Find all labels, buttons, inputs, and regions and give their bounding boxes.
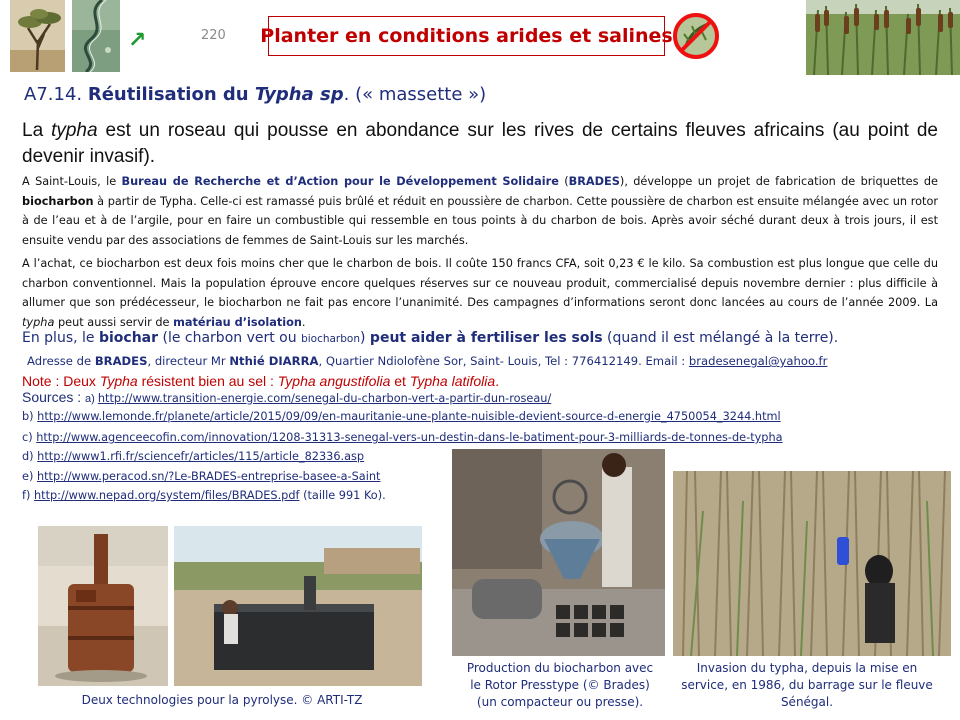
source-prefix: b) <box>22 410 38 423</box>
rotor-press-photo <box>452 449 665 656</box>
source-item-d <box>22 450 364 463</box>
river-map-thumbnail-icon[interactable] <box>72 0 120 72</box>
address-director: Nthié DIARRA <box>229 354 319 368</box>
caption-invasion-line-1: Invasion du typha, depuis la mise en <box>696 661 918 675</box>
intro-typha: typha <box>51 120 98 141</box>
pyrolysis-pit-photo <box>174 526 422 686</box>
source-link-b[interactable]: http://www.lemonde.fr/planete/article/2015/09/09/en-mauritanie-une-plante-nuisible-devient-source-d-energie_4750054_3244.html <box>37 410 781 423</box>
source-prefix: c) <box>22 431 37 444</box>
section-name: Réutilisation du <box>87 84 255 105</box>
source-item-e <box>22 470 380 483</box>
caption-invasion <box>662 660 952 711</box>
caption-production <box>440 660 680 711</box>
source-prefix-a: a) <box>85 393 98 405</box>
section-name-rest: . (« massette ») <box>343 84 487 105</box>
caption-production-line-1: Production du biocharbon avec <box>466 661 654 675</box>
email-link[interactable]: bradesenegal@yahoo.fr <box>688 354 828 368</box>
p1-text-b: ( <box>558 175 569 188</box>
p2-typha: typha <box>22 315 55 329</box>
paragraph-brades <box>22 172 938 250</box>
address-text-c: , Quartier Ndiolofène Sor, Saint- Louis, Tel : 776412149. Email : <box>318 354 689 368</box>
source-link-c[interactable]: http://www.agenceecofin.com/innovation/1208-31313-senegal-vers-un-destin-dans-le-batiment-pour-3-milliards-de-tonnes-de-typha <box>36 431 783 444</box>
arrow-icon[interactable]: ↗ <box>128 28 147 53</box>
page-title-box <box>260 16 673 56</box>
p2-text: A l’achat, ce biocharbon est deux fois moins cher que le charbon de bois. Il coûte 150 francs CFA, soit 0,23 € le kilo. Sa combustion est plus longue que celle du charbon conventionnel. Mais la population éprouve encore quelques réserves sur ce nouveau produit, commercialisé depuis novembre dernier : plus difficile à allumer que son prédécesseur, le biocharbon ne fait pas encore l’unanimité. Des campagnes d’informations seront donc lancées au cours de l’année 2009. La <box>22 257 938 310</box>
note-species-2: Typha latifolia <box>409 373 496 389</box>
address-brades: BRADES <box>94 354 148 368</box>
source-link-d[interactable]: http://www1.rfi.fr/sciencefr/articles/115/article_82336.asp <box>37 450 365 463</box>
biochar-text-b: (le charbon vert ou <box>158 330 302 346</box>
note-typha: Typha <box>99 373 138 389</box>
note-text-d: . <box>495 373 500 389</box>
typha-reeds-photo <box>806 0 960 75</box>
biochar-text-c: ) <box>360 330 370 346</box>
source-item-f <box>22 489 386 502</box>
page-title: Planter en conditions arides et salines <box>260 25 673 47</box>
section-code: A7.14. <box>24 84 88 105</box>
p1-text: A Saint-Louis, le <box>22 175 122 188</box>
source-suffix: (taille 991 Ko). <box>299 489 386 502</box>
biochar-bold: peut aider à fertiliser les sols <box>369 330 603 346</box>
section-title <box>24 84 486 105</box>
sources-heading <box>22 389 551 405</box>
source-prefix: f) <box>22 489 34 502</box>
brades-address <box>27 354 827 368</box>
p1-text-d: à partir de Typha. Celle-ci est ramassé puis brûlé et réduit en poussière de charbon. Cette poussière de charbon est ensuite mélangée avec un rotor à de l’eau et à de l’argile, pour en faire un combustible qui ressemble en tous points à du charbon de bois. Après avoir séché durant deux à trois jours, il est ensuite vendu par des associations de femmes de Saint-Louis sur les marchés. <box>22 194 938 247</box>
caption-production-line-2: le Rotor Presstype (© Brades) <box>470 678 650 692</box>
dry-tree-thumbnail-icon[interactable] <box>10 0 65 72</box>
source-item-b <box>22 410 781 423</box>
intro-text: La <box>22 120 52 141</box>
caption-production-line-3: (un compacteur ou presse). <box>476 695 644 709</box>
biochar-sentence <box>22 330 838 346</box>
address-text: Adresse de <box>27 354 95 368</box>
source-link-e[interactable]: http://www.peracod.sn/?Le-BRADES-entreprise-basee-a-Saint <box>36 470 381 483</box>
note-text: Note : Deux <box>22 373 100 389</box>
source-link-a[interactable]: http://www.transition-energie.com/senegal-du-charbon-vert-a-partir-dun-roseau/ <box>97 392 552 405</box>
p2-text-b: peut aussi servir de <box>54 315 174 329</box>
caption-pyrolysis: Deux technologies pour la pyrolyse. © ARTI-TZ <box>81 693 363 707</box>
intro-text-2: est un roseau qui pousse en abondance sur les rives de certains fleuves africains (au point de devenir invasif) <box>22 120 938 167</box>
p2-material: matériau d’isolation <box>173 315 302 329</box>
no-plant-sign-icon[interactable] <box>672 12 720 60</box>
p2-text-c: . <box>301 315 306 329</box>
note-text-c: et <box>390 373 410 389</box>
section-name-italic: Typha sp <box>254 84 344 105</box>
typha-invasion-photo <box>673 471 951 656</box>
note-species-1: Typha angustifolia <box>277 373 391 389</box>
biochar-text-d: (quand il est mélangé à la terre). <box>602 330 839 346</box>
note-text-b: résistent bien au sel : <box>137 373 278 389</box>
p1-abbr: BRADES <box>568 175 620 188</box>
p1-text-c: ), développe un projet de fabrication de briquettes de <box>619 175 938 188</box>
intro-text-3: . <box>149 146 156 167</box>
p1-org-name: Bureau de Recherche et d’Action pour le Développement Solidaire <box>121 175 559 188</box>
source-prefix: d) <box>22 450 38 463</box>
address-text-b: , directeur Mr <box>147 354 230 368</box>
source-prefix: e) <box>22 470 37 483</box>
biochar-small: biocharbon <box>301 333 360 345</box>
page-number: 220 <box>201 28 226 43</box>
pyrolysis-kiln-photo <box>38 526 168 686</box>
source-link-f[interactable]: http://www.nepad.org/system/files/BRADES.pdf <box>33 489 300 502</box>
caption-invasion-line-2: service, en 1986, du barrage sur le fleuve <box>681 678 933 692</box>
caption-invasion-line-3: Sénégal. <box>780 695 834 709</box>
source-item-c <box>22 431 783 444</box>
biochar-text: En plus, le <box>22 330 99 346</box>
biochar-word: biochar <box>98 330 159 346</box>
note-line <box>22 373 499 389</box>
sources-label: Sources : <box>22 389 86 405</box>
intro-paragraph <box>22 118 938 170</box>
paragraph-price <box>22 254 938 332</box>
p1-biocharbon: biocharbon <box>22 194 94 208</box>
